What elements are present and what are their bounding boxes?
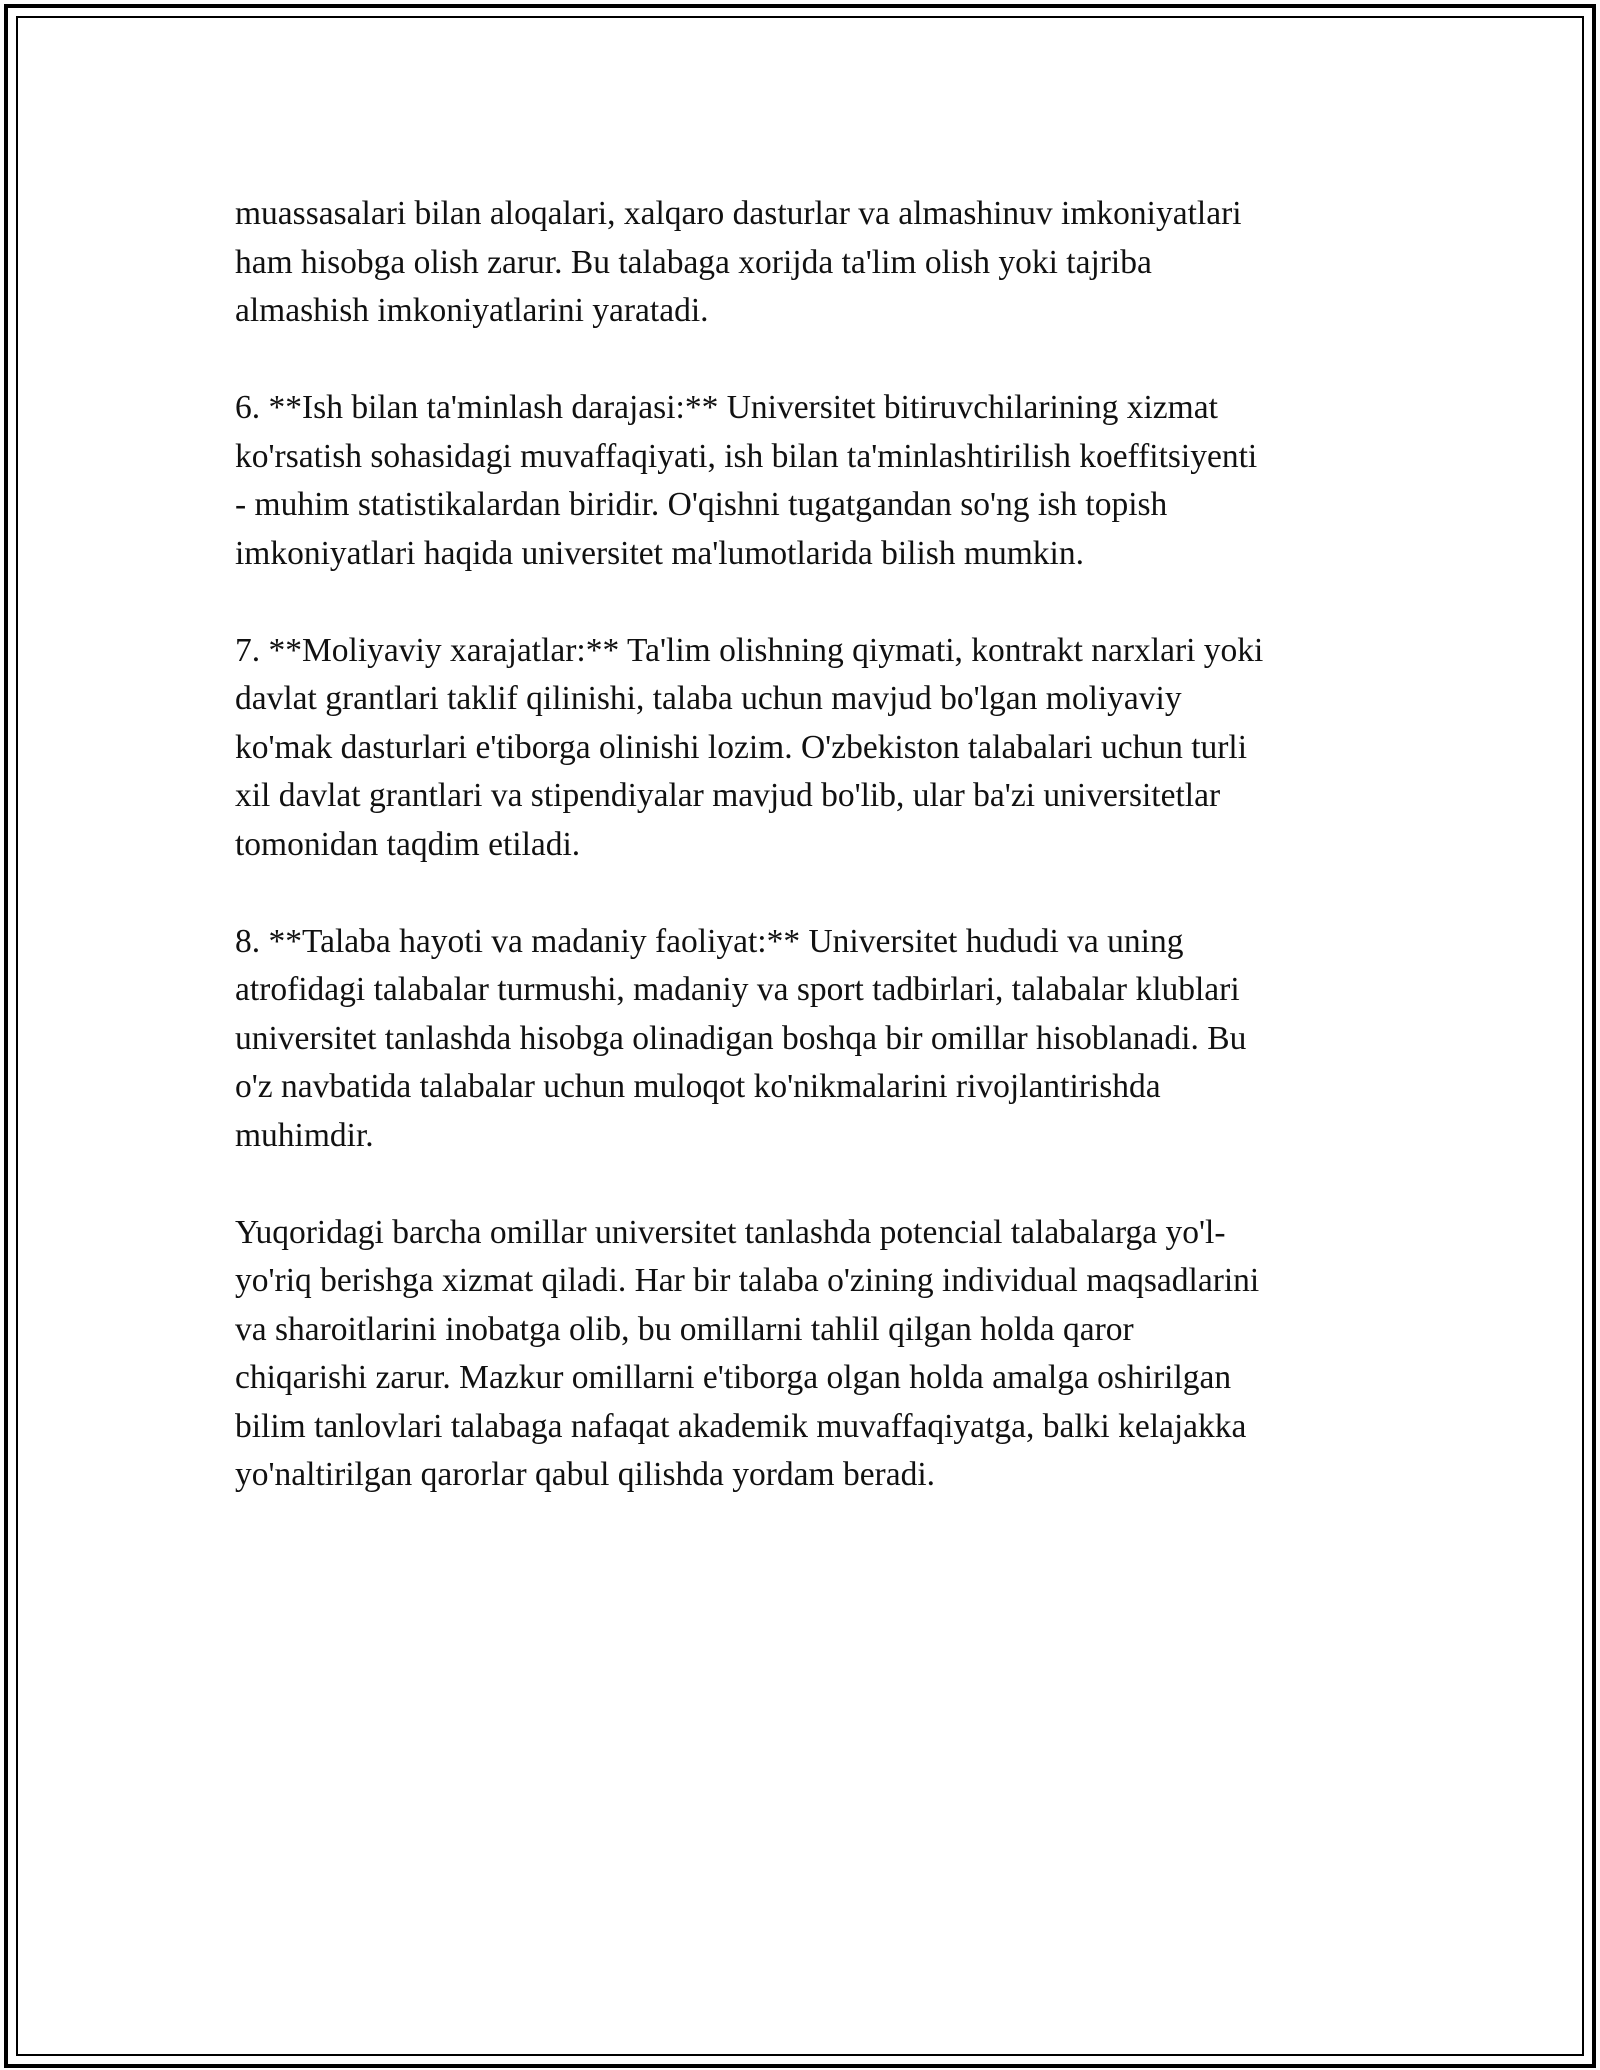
text-line: xil davlat grantlari va stipendiyalar mavjud bo'lib, ular ba'zi universitetlar xyxy=(235,777,1221,814)
text-line: o'z navbatida talabalar uchun muloqot ko'nikmalarini rivojlantirishda xyxy=(235,1068,1161,1105)
text-line: ham hisobga olish zarur. Bu talabaga xorijda ta'lim olish yoki tajriba xyxy=(235,243,1152,281)
text-line: yo'riq berishga xizmat qiladi. Har bir talaba o'zining individual maqsadlarini xyxy=(235,1262,1260,1299)
text-line: almashish imkoniyatlarini yaratadi. xyxy=(235,292,709,329)
text-line: 7. **Moliyaviy xarajatlar:** Ta'lim olishning qiymati, kontrakt narxlari yoki xyxy=(235,631,1264,669)
text-line: Yuqoridagi barcha omillar universitet tanlashda potencial talabalarga yo'l- xyxy=(235,1213,1226,1251)
text-line: universitet tanlashda hisobga olinadigan boshqa bir omillar hisoblanadi. Bu xyxy=(235,1019,1247,1057)
text-line: chiqarishi zarur. Mazkur omillarni e'tiborga olgan holda amalga oshirilgan xyxy=(235,1359,1232,1396)
text-line: imkoniyatlari haqida universitet ma'lumotlarida bilish mumkin. xyxy=(235,534,1084,572)
text-line: bilim tanlovlari talabaga nafaqat akademik muvaffaqiyatga, balki kelajakka xyxy=(235,1407,1247,1445)
text-line: atrofidagi talabalar turmushi, madaniy va sport tadbirlari, talabalar klublari xyxy=(235,971,1240,1008)
text-line: davlat grantlari taklif qilinishi, talaba uchun mavjud bo'lgan moliyaviy xyxy=(235,680,1182,717)
document-body xyxy=(235,190,1395,1500)
paragraph-item-7 xyxy=(235,627,1395,870)
text-line: muhimdir. xyxy=(235,1116,374,1154)
text-line: tomonidan taqdim etiladi. xyxy=(235,825,581,863)
paragraph-item-6 xyxy=(235,384,1395,578)
paragraph-item-8 xyxy=(235,918,1395,1161)
text-line: 8. **Talaba hayoti va madaniy faoliyat:** Universitet hududi va uning xyxy=(235,922,1184,960)
text-line: yo'naltirilgan qarorlar qabul qilishda yordam beradi. xyxy=(235,1456,936,1493)
paragraph-intro-continuation xyxy=(235,190,1395,336)
text-line: - muhim statistikalardan biridir. O'qishni tugatgandan so'ng ish topish xyxy=(235,486,1168,523)
text-line: ko'rsatish sohasidagi muvaffaqiyati, ish bilan ta'minlashtirilish koeffitsiyenti xyxy=(235,437,1258,475)
text-line: ko'mak dasturlari e'tiborga olinishi lozim. O'zbekiston talabalari uchun turli xyxy=(235,728,1248,766)
text-line: muassasalari bilan aloqalari, xalqaro dasturlar va almashinuv imkoniyatlari xyxy=(235,195,1242,232)
text-line: 6. **Ish bilan ta'minlash darajasi:** Universitet bitiruvchilarining xizmat xyxy=(235,389,1218,426)
text-line: va sharoitlarini inobatga olib, bu omillarni tahlil qilgan holda qaror xyxy=(235,1310,1134,1348)
paragraph-conclusion xyxy=(235,1209,1395,1500)
